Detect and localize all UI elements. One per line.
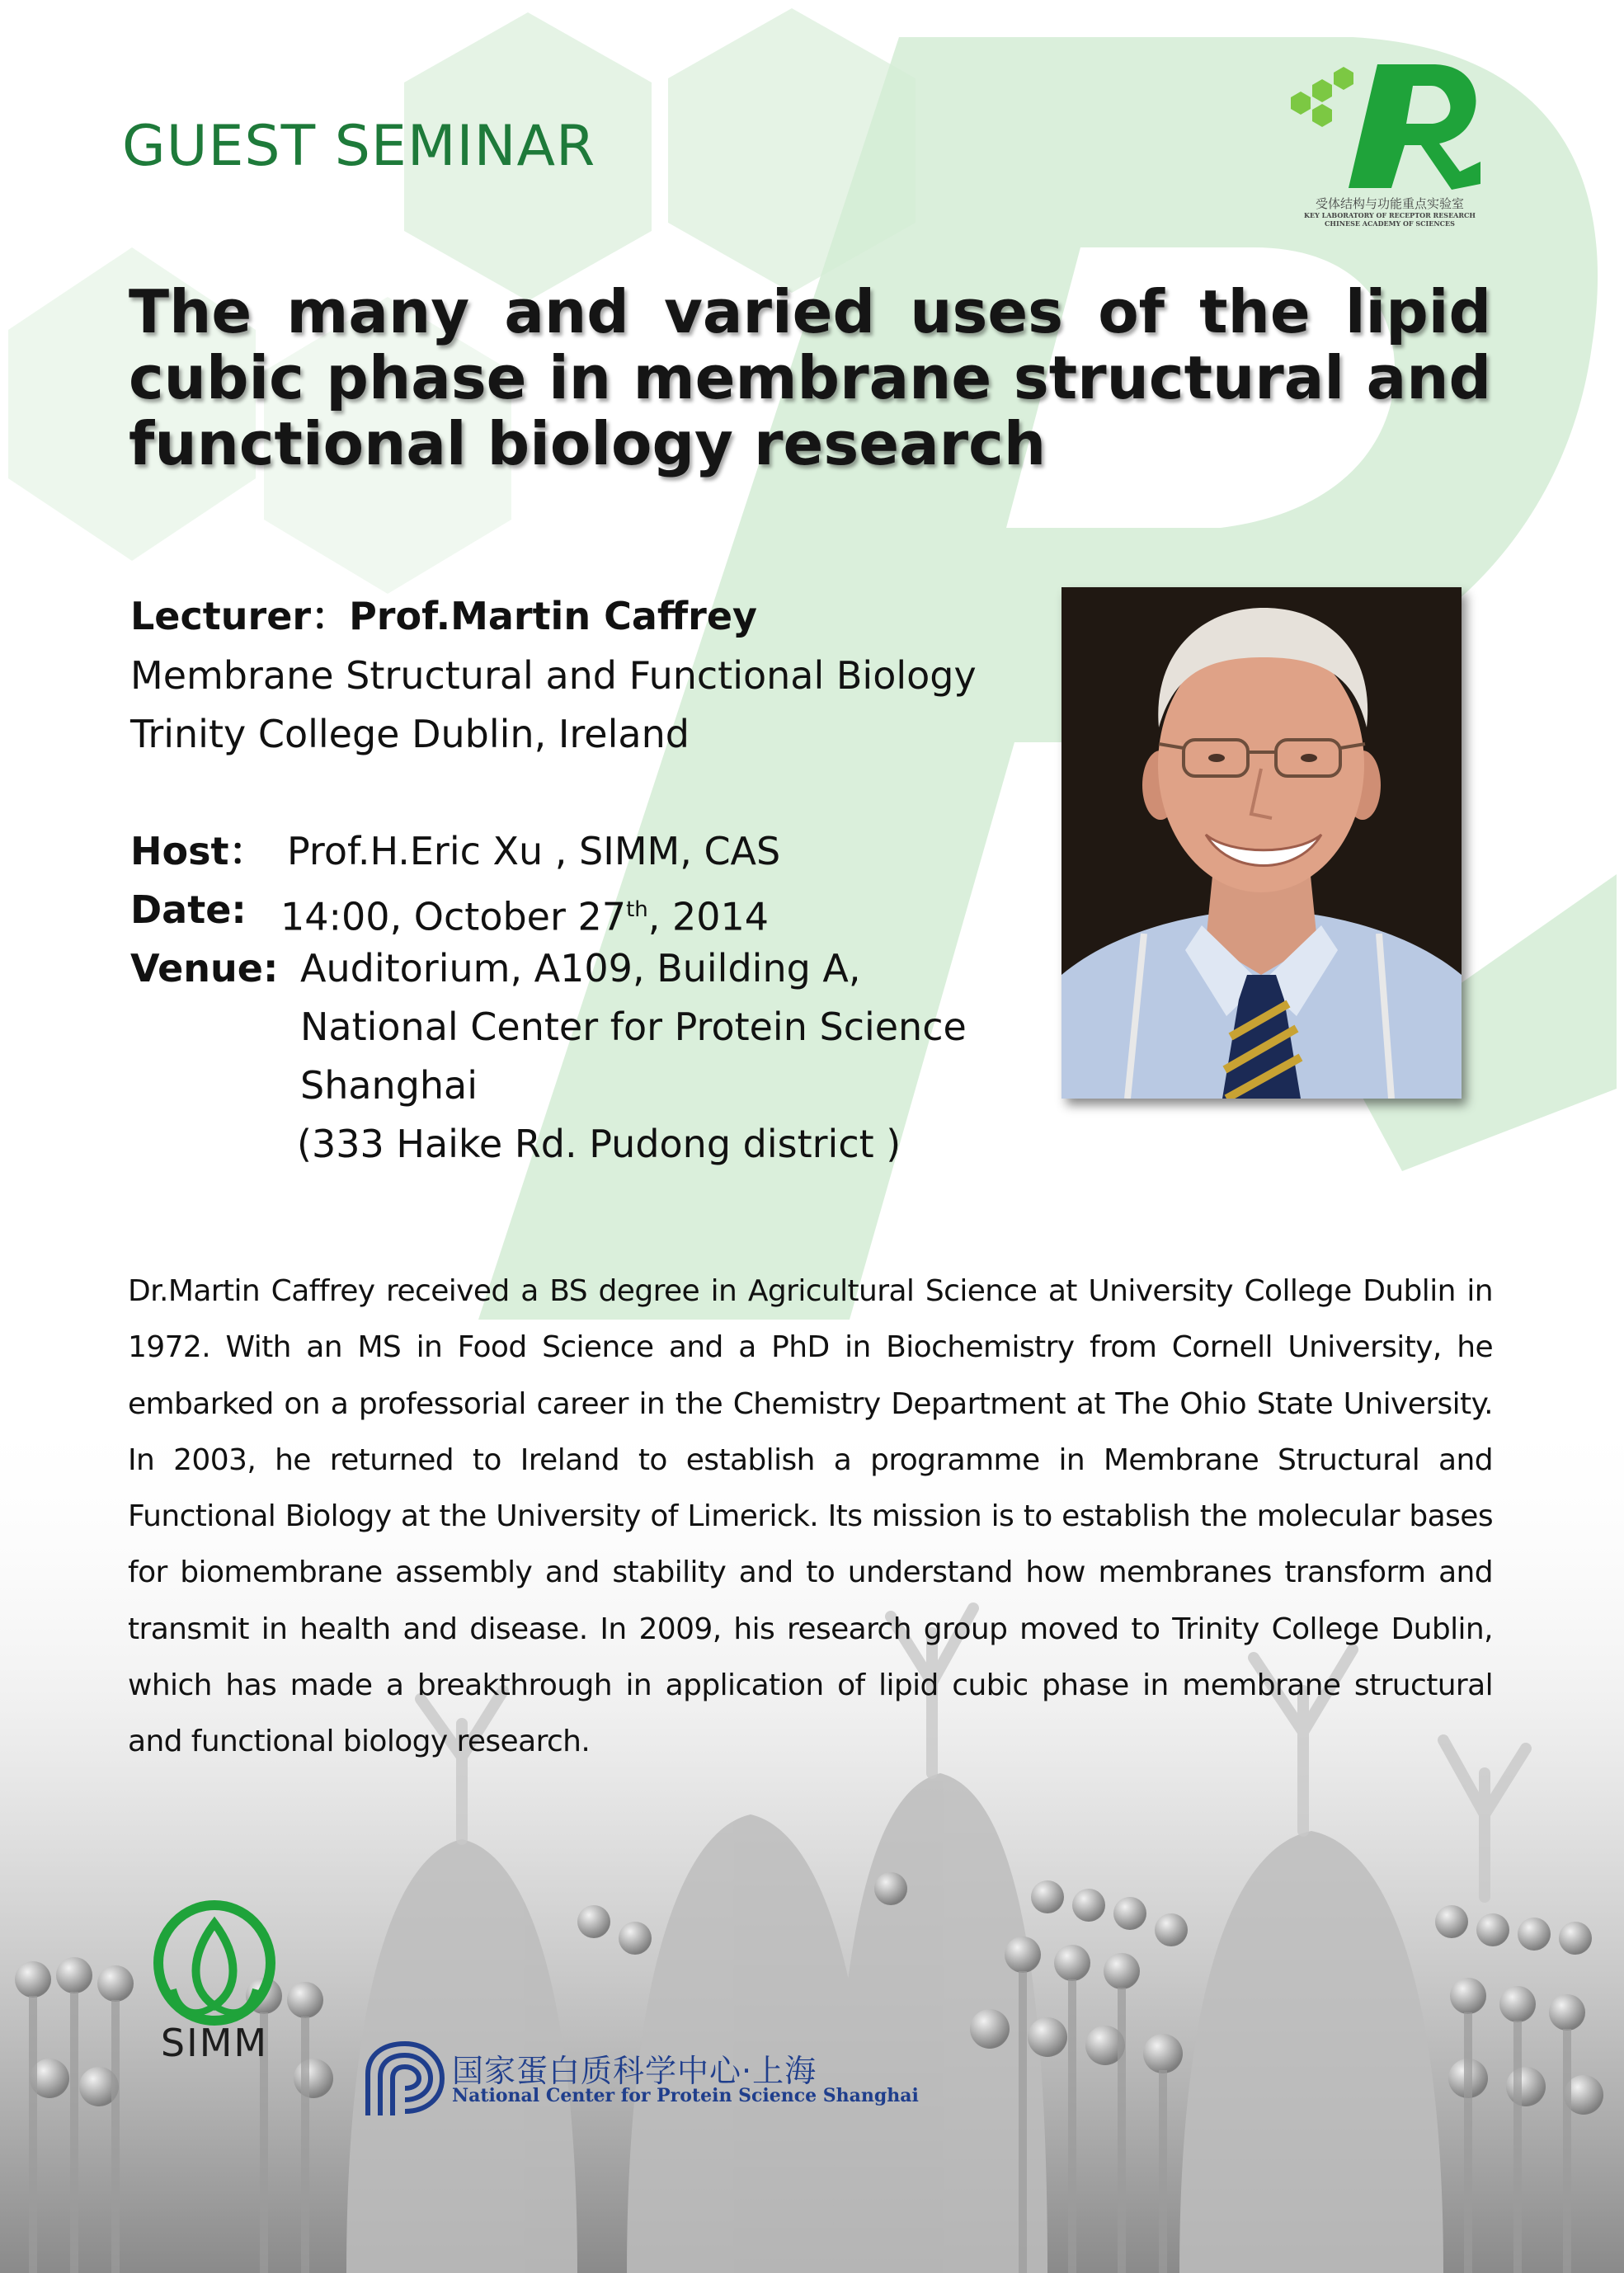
- simm-logo-text: SIMM: [160, 2021, 269, 2065]
- receptor-lab-english-name: [1291, 211, 1489, 228]
- host-line: [130, 822, 781, 880]
- seminar-title: The many and varied uses of the lipid cubic phase in membrane structural and functional biology research: [129, 277, 1491, 478]
- date-line: [130, 881, 770, 939]
- guest-seminar-heading: GUEST SEMINAR: [122, 114, 596, 179]
- venue-label: Venue:: [130, 946, 279, 991]
- date-value: [280, 881, 769, 945]
- lecturer-institution: Trinity College Dublin, Ireland: [130, 712, 690, 756]
- date-year: , 2014: [647, 894, 770, 939]
- venue-line2: National Center for Protein Science: [300, 1005, 967, 1049]
- lecturer-biography: Dr.Martin Caffrey received a BS degree in Agricultural Science at University College Dublin in 1972. With an MS in Food Science and a PhD in Biochemistry from Cornell University, he embarked on a professorial career in the Chemistry Department at The Ohio State University. In 2003, he returned to Ireland to establish a programme in Membrane Structural and Functional Biology at the University of Limerick. Its mission is to establish the molecular bases for biomembrane assembly and stability and to understand how membranes transform and transmit in health and disease. In 2009, his research group moved to Trinity College Dublin, which has made a breakthrough in application of lipid cubic phase in membrane structural and functional biology research.: [128, 1274, 1493, 1759]
- ncps-logo-icon: [360, 2037, 450, 2120]
- date-suffix: th: [626, 897, 648, 922]
- venue-line3: Shanghai: [300, 1063, 478, 1108]
- lecturer-label: Lecturer：: [130, 594, 350, 638]
- lecturer-name: Prof.Martin Caffrey: [349, 594, 758, 638]
- lecturer-line: [130, 587, 757, 645]
- host-label: Host：: [130, 829, 267, 873]
- date-label: Date:: [130, 887, 247, 932]
- venue-line4: (333 Haike Rd. Pudong district ): [297, 1122, 901, 1166]
- date-time: 14:00, October 27: [280, 894, 627, 939]
- receptor-lab-english-line1: KEY LABORATORY OF RECEPTOR RESEARCH: [1304, 211, 1476, 219]
- venue-line1: Auditorium, A109, Building A,: [300, 946, 861, 991]
- ncps-english-name: National Center for Protein Science Shanghai: [452, 2085, 919, 2106]
- receptor-lab-english-line2: CHINESE ACADEMY OF SCIENCES: [1325, 219, 1455, 228]
- receptor-lab-logo: [1283, 56, 1489, 196]
- host-value: Prof.H.Eric Xu , SIMM, CAS: [287, 829, 781, 873]
- lecturer-photo-illustration: [1061, 587, 1462, 1099]
- ncps-chinese-name: 国家蛋白质科学中心·上海: [452, 2053, 817, 2089]
- lecturer-photo: [1061, 587, 1462, 1099]
- receptor-lab-chinese-name: 受体结构与功能重点实验室: [1315, 196, 1464, 211]
- venue-line: [130, 939, 861, 997]
- lecturer-department: Membrane Structural and Functional Biology: [130, 653, 977, 698]
